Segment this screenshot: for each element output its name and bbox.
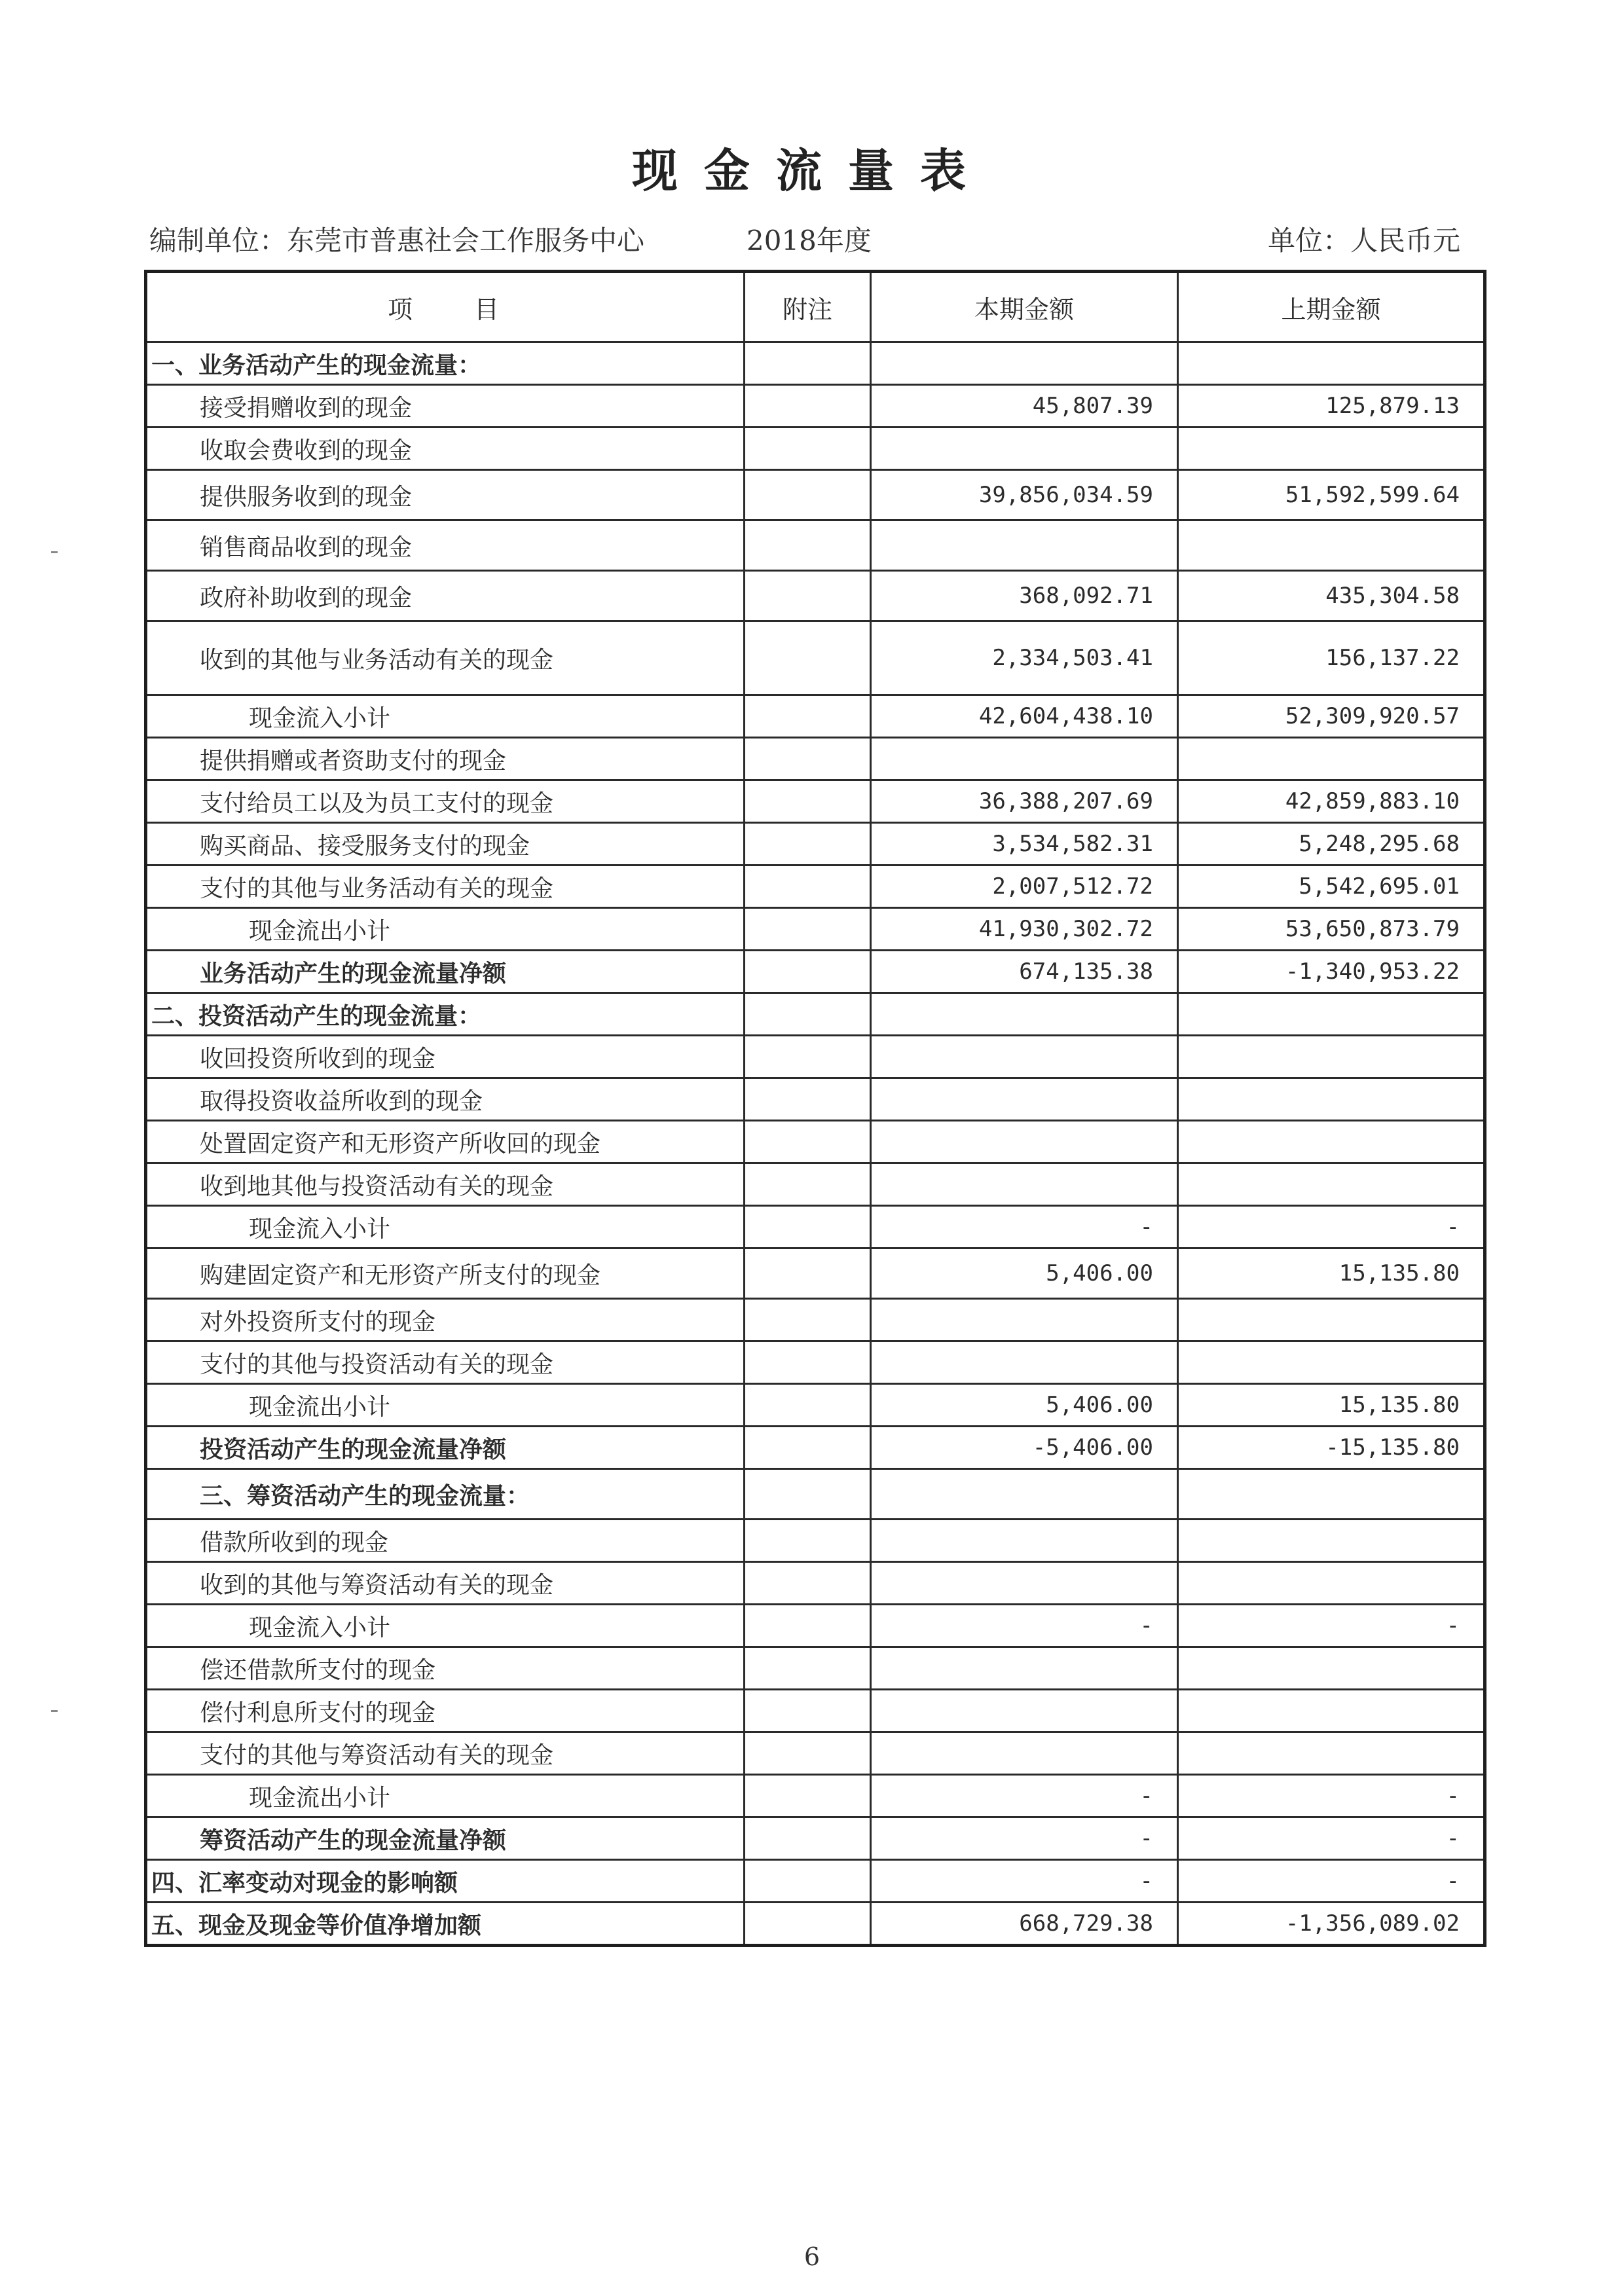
row-note — [745, 1817, 871, 1860]
row-previous: 5,248,295.68 — [1178, 823, 1485, 866]
row-current: - — [871, 1817, 1178, 1860]
row-previous: - — [1178, 1605, 1485, 1647]
row-note — [745, 1860, 871, 1903]
row-note — [745, 1299, 871, 1341]
row-previous — [1178, 1078, 1485, 1121]
row-label: 提供捐赠或者资助支付的现金 — [146, 738, 745, 780]
row-note — [745, 1341, 871, 1384]
row-note — [745, 738, 871, 780]
row-previous: - — [1178, 1206, 1485, 1248]
row-label: 购建固定资产和无形资产所支付的现金 — [146, 1248, 745, 1299]
row-note — [745, 823, 871, 866]
row-note — [745, 780, 871, 823]
row-label: 对外投资所支付的现金 — [146, 1299, 745, 1341]
row-label: 处置固定资产和无形资产所收回的现金 — [146, 1121, 745, 1163]
row-current — [871, 1341, 1178, 1384]
row-previous: 156,137.22 — [1178, 621, 1485, 695]
row-previous — [1178, 1562, 1485, 1605]
row-current — [871, 1732, 1178, 1775]
table-row — [146, 1036, 1485, 1078]
table-row — [146, 1562, 1485, 1605]
row-previous — [1178, 342, 1485, 385]
row-previous — [1178, 428, 1485, 470]
row-previous — [1178, 1036, 1485, 1078]
row-label: 支付的其他与投资活动有关的现金 — [146, 1341, 745, 1384]
row-previous — [1178, 1732, 1485, 1775]
row-label: 三、筹资活动产生的现金流量： — [146, 1469, 745, 1520]
row-previous — [1178, 1341, 1485, 1384]
row-label: 提供服务收到的现金 — [146, 470, 745, 520]
row-note — [745, 385, 871, 428]
row-label: 五、现金及现金等价值净增加额 — [146, 1903, 745, 1946]
table-row — [146, 1690, 1485, 1732]
table-row — [146, 342, 1485, 385]
table-row — [146, 1163, 1485, 1206]
row-note — [745, 1248, 871, 1299]
row-current: - — [871, 1775, 1178, 1817]
row-note — [745, 621, 871, 695]
row-label: 业务活动产生的现金流量净额 — [146, 951, 745, 993]
row-note — [745, 1732, 871, 1775]
table-row — [146, 1817, 1485, 1860]
row-label: 二、投资活动产生的现金流量： — [146, 993, 745, 1036]
row-current — [871, 1647, 1178, 1690]
row-current: 41,930,302.72 — [871, 908, 1178, 951]
row-previous — [1178, 738, 1485, 780]
table-row — [146, 1299, 1485, 1341]
cash-flow-table — [144, 270, 1486, 1947]
row-note — [745, 993, 871, 1036]
table-row — [146, 908, 1485, 951]
row-label: 四、汇率变动对现金的影响额 — [146, 1860, 745, 1903]
table-row — [146, 1860, 1485, 1903]
row-previous: 53,650,873.79 — [1178, 908, 1485, 951]
row-label: 现金流入小计 — [146, 1605, 745, 1647]
row-note — [745, 1121, 871, 1163]
row-current: 668,729.38 — [871, 1903, 1178, 1946]
row-label: 支付的其他与筹资活动有关的现金 — [146, 1732, 745, 1775]
row-note — [745, 1647, 871, 1690]
row-previous: 15,135.80 — [1178, 1384, 1485, 1427]
row-current: 5,406.00 — [871, 1248, 1178, 1299]
reporting-entity: 编制单位：东莞市普惠社会工作服务中心 — [149, 225, 645, 257]
row-current: - — [871, 1206, 1178, 1248]
row-note — [745, 571, 871, 621]
table-row — [146, 385, 1485, 428]
table-header-row — [146, 272, 1485, 342]
row-note — [745, 1562, 871, 1605]
currency-unit: 单位：人民币元 — [1268, 225, 1461, 257]
row-current — [871, 1121, 1178, 1163]
row-previous: -1,356,089.02 — [1178, 1903, 1485, 1946]
row-label: 接受捐赠收到的现金 — [146, 385, 745, 428]
row-label: 取得投资收益所收到的现金 — [146, 1078, 745, 1121]
row-label: 支付的其他与业务活动有关的现金 — [146, 866, 745, 908]
row-current: 2,007,512.72 — [871, 866, 1178, 908]
report-period: 2018年度 — [747, 225, 872, 257]
table-row — [146, 1903, 1485, 1946]
row-previous — [1178, 1647, 1485, 1690]
row-previous — [1178, 1121, 1485, 1163]
row-current: 42,604,438.10 — [871, 695, 1178, 738]
row-label: 现金流出小计 — [146, 1384, 745, 1427]
row-note — [745, 470, 871, 520]
row-note — [745, 1690, 871, 1732]
row-label: 收回投资所收到的现金 — [146, 1036, 745, 1078]
row-note — [745, 866, 871, 908]
row-note — [745, 951, 871, 993]
table-row — [146, 1520, 1485, 1562]
row-note — [745, 1775, 871, 1817]
table-row — [146, 1341, 1485, 1384]
row-note — [745, 428, 871, 470]
row-current — [871, 738, 1178, 780]
row-label: 销售商品收到的现金 — [146, 520, 745, 571]
row-current: - — [871, 1860, 1178, 1903]
row-label: 现金流出小计 — [146, 908, 745, 951]
table-row — [146, 738, 1485, 780]
table-row — [146, 621, 1485, 695]
row-note — [745, 1384, 871, 1427]
table-row — [146, 470, 1485, 520]
table-row — [146, 1775, 1485, 1817]
row-note — [745, 908, 871, 951]
row-current — [871, 520, 1178, 571]
row-note — [745, 342, 871, 385]
row-label: 收到的其他与筹资活动有关的现金 — [146, 1562, 745, 1605]
row-label: 一、业务活动产生的现金流量： — [146, 342, 745, 385]
row-note — [745, 1036, 871, 1078]
table-row — [146, 951, 1485, 993]
table-row — [146, 571, 1485, 621]
row-previous — [1178, 1299, 1485, 1341]
row-current — [871, 1469, 1178, 1520]
row-current: 5,406.00 — [871, 1384, 1178, 1427]
table-row — [146, 866, 1485, 908]
row-current — [871, 1078, 1178, 1121]
row-label: 现金流入小计 — [146, 695, 745, 738]
row-note — [745, 1078, 871, 1121]
row-note — [745, 1605, 871, 1647]
row-label: 收取会费收到的现金 — [146, 428, 745, 470]
row-label: 筹资活动产生的现金流量净额 — [146, 1817, 745, 1860]
table-row — [146, 520, 1485, 571]
row-current — [871, 1036, 1178, 1078]
row-previous — [1178, 1520, 1485, 1562]
row-current: 368,092.71 — [871, 571, 1178, 621]
row-previous: 5,542,695.01 — [1178, 866, 1485, 908]
row-note — [745, 1163, 871, 1206]
page-title: 现金流量表 — [632, 144, 992, 198]
row-current: 39,856,034.59 — [871, 470, 1178, 520]
row-label: 现金流入小计 — [146, 1206, 745, 1248]
row-previous: -15,135.80 — [1178, 1427, 1485, 1469]
table-row — [146, 1732, 1485, 1775]
row-label: 政府补助收到的现金 — [146, 571, 745, 621]
row-current — [871, 1690, 1178, 1732]
row-previous — [1178, 1690, 1485, 1732]
row-current — [871, 342, 1178, 385]
row-label: 现金流出小计 — [146, 1775, 745, 1817]
row-current — [871, 993, 1178, 1036]
table-row — [146, 1384, 1485, 1427]
row-previous — [1178, 520, 1485, 571]
table-row — [146, 993, 1485, 1036]
row-label: 支付给员工以及为员工支付的现金 — [146, 780, 745, 823]
row-previous: - — [1178, 1817, 1485, 1860]
row-label: 购买商品、接受服务支付的现金 — [146, 823, 745, 866]
row-current — [871, 1562, 1178, 1605]
row-current: 2,334,503.41 — [871, 621, 1178, 695]
column-header-current: 本期金额 — [871, 272, 1178, 342]
table-row — [146, 1078, 1485, 1121]
row-label: 收到的其他与业务活动有关的现金 — [146, 621, 745, 695]
row-previous: 15,135.80 — [1178, 1248, 1485, 1299]
column-header-note: 附注 — [745, 272, 871, 342]
scan-mark — [51, 1710, 58, 1712]
row-label: 偿付利息所支付的现金 — [146, 1690, 745, 1732]
row-note — [745, 1469, 871, 1520]
row-current: -5,406.00 — [871, 1427, 1178, 1469]
row-previous: 52,309,920.57 — [1178, 695, 1485, 738]
row-current — [871, 1299, 1178, 1341]
row-note — [745, 1206, 871, 1248]
table-row — [146, 1121, 1485, 1163]
row-note — [745, 520, 871, 571]
row-label: 借款所收到的现金 — [146, 1520, 745, 1562]
table-row — [146, 695, 1485, 738]
row-current: 674,135.38 — [871, 951, 1178, 993]
row-previous: - — [1178, 1860, 1485, 1903]
row-previous: - — [1178, 1775, 1485, 1817]
row-previous: 125,879.13 — [1178, 385, 1485, 428]
row-previous: 42,859,883.10 — [1178, 780, 1485, 823]
row-previous — [1178, 1163, 1485, 1206]
table-row — [146, 823, 1485, 866]
row-current — [871, 1520, 1178, 1562]
row-current: 36,388,207.69 — [871, 780, 1178, 823]
row-note — [745, 1903, 871, 1946]
row-current: 45,807.39 — [871, 385, 1178, 428]
row-label: 偿还借款所支付的现金 — [146, 1647, 745, 1690]
row-note — [745, 695, 871, 738]
row-current: 3,534,582.31 — [871, 823, 1178, 866]
table-row — [146, 1469, 1485, 1520]
row-label: 投资活动产生的现金流量净额 — [146, 1427, 745, 1469]
row-previous: 51,592,599.64 — [1178, 470, 1485, 520]
table-row — [146, 1206, 1485, 1248]
table-row — [146, 1647, 1485, 1690]
table-row — [146, 428, 1485, 470]
row-previous: 435,304.58 — [1178, 571, 1485, 621]
table-row — [146, 1427, 1485, 1469]
table-row — [146, 780, 1485, 823]
row-current: - — [871, 1605, 1178, 1647]
column-header-item: 项 目 — [146, 272, 745, 342]
scan-mark — [51, 551, 58, 553]
table-row — [146, 1605, 1485, 1647]
column-header-previous: 上期金额 — [1178, 272, 1485, 342]
row-note — [745, 1427, 871, 1469]
page-number: 6 — [803, 2242, 821, 2271]
row-previous — [1178, 993, 1485, 1036]
row-current — [871, 428, 1178, 470]
row-note — [745, 1520, 871, 1562]
row-label: 收到地其他与投资活动有关的现金 — [146, 1163, 745, 1206]
row-previous — [1178, 1469, 1485, 1520]
row-previous: -1,340,953.22 — [1178, 951, 1485, 993]
row-current — [871, 1163, 1178, 1206]
table-row — [146, 1248, 1485, 1299]
